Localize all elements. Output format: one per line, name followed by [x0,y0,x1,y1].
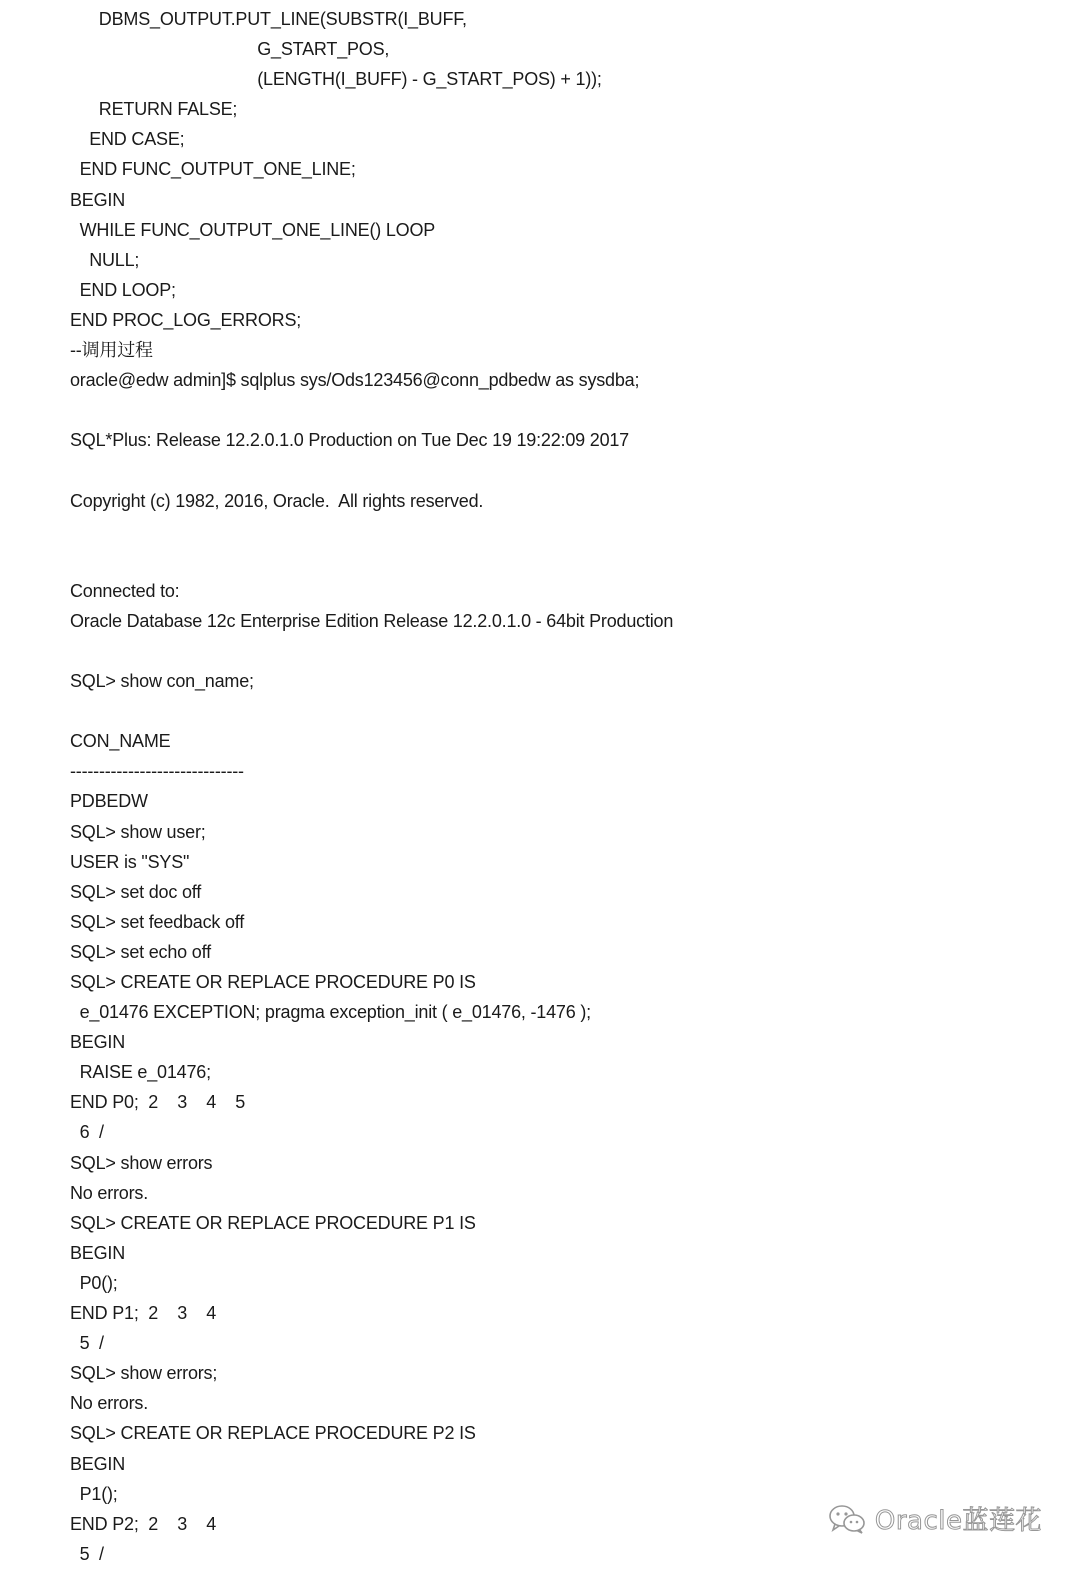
code-line [70,546,1080,576]
code-line: P1(); [70,1483,118,1504]
code-line: SQL> CREATE OR REPLACE PROCEDURE P2 IS [70,1423,476,1444]
code-line: e_01476 EXCEPTION; pragma exception_init ( e_01476, -1476 ); [70,1002,591,1023]
code-line: SQL*Plus: Release 12.2.0.1.0 Production on Tue Dec 19 19:22:09 2017 [70,430,629,451]
code-line: BEGIN [70,1453,126,1474]
watermark-text: Oracle蓝莲花 [874,1506,1042,1536]
code-line: END P0; 2 3 4 5 [70,1092,246,1113]
code-line: RETURN FALSE; [70,99,238,120]
code-line: BEGIN [70,1242,126,1263]
code-line [70,395,1080,425]
code-line [70,696,1080,726]
code-line: --调用过程 [70,340,153,361]
code-line: END P1; 2 3 4 [70,1303,217,1324]
code-line: (LENGTH(I_BUFF) - G_START_POS) + 1)); [70,69,602,90]
code-line: ------------------------------ [70,761,244,782]
code-line: SQL> set doc off [70,881,202,902]
code-line: No errors. [70,1182,149,1203]
code-listing [70,4,1080,1569]
code-line: DBMS_OUTPUT.PUT_LINE(SUBSTR(I_BUFF, [70,9,467,29]
code-line: RAISE e_01476; [70,1062,211,1083]
code-line: Connected to: [70,580,180,601]
code-line [70,636,1080,666]
code-line: END PROC_LOG_ERRORS; [70,309,302,330]
code-line: 6 / [70,1122,104,1143]
code-line: PDBEDW [70,791,148,812]
code-line: oracle@edw admin]$ sqlplus sys/Ods123456@conn_pdbedw as sysdba; [70,370,640,391]
wechat-icon [827,1503,867,1535]
code-line: END FUNC_OUTPUT_ONE_LINE; [70,159,356,180]
code-line: END CASE; [70,129,185,150]
code-line: SQL> show con_name; [70,671,254,692]
code-line [70,516,1080,546]
code-line: No errors. [70,1393,149,1414]
code-line: SQL> show user; [70,821,206,842]
code-line: SQL> set feedback off [70,911,245,932]
code-line: WHILE FUNC_OUTPUT_ONE_LINE() LOOP [70,219,436,240]
code-line: END P2; 2 3 4 [70,1513,217,1534]
code-line: BEGIN [70,1032,126,1053]
code-line: SQL> show errors; [70,1363,218,1384]
code-line: NULL; [70,249,140,270]
code-line: SQL> CREATE OR REPLACE PROCEDURE P1 IS [70,1212,476,1233]
code-line: P0(); [70,1272,118,1293]
code-line: SQL> CREATE OR REPLACE PROCEDURE P0 IS [70,972,476,992]
code-line: 5 / [70,1543,104,1564]
code-line: END LOOP; [70,279,176,300]
code-line: 5 / [70,1333,104,1354]
code-line [70,455,1080,485]
code-line: CON_NAME [70,731,171,752]
code-line: SQL> show errors [70,1152,213,1173]
code-line: Copyright (c) 1982, 2016, Oracle. All rights reserved. [70,490,484,511]
code-line: USER is "SYS" [70,851,190,872]
code-line: BEGIN [70,189,126,210]
code-line: SQL> set echo off [70,941,211,962]
code-line: G_START_POS, [70,39,390,60]
code-line: Oracle Database 12c Enterprise Edition Release 12.2.0.1.0 - 64bit Production [70,610,674,631]
watermark [827,1500,1042,1537]
